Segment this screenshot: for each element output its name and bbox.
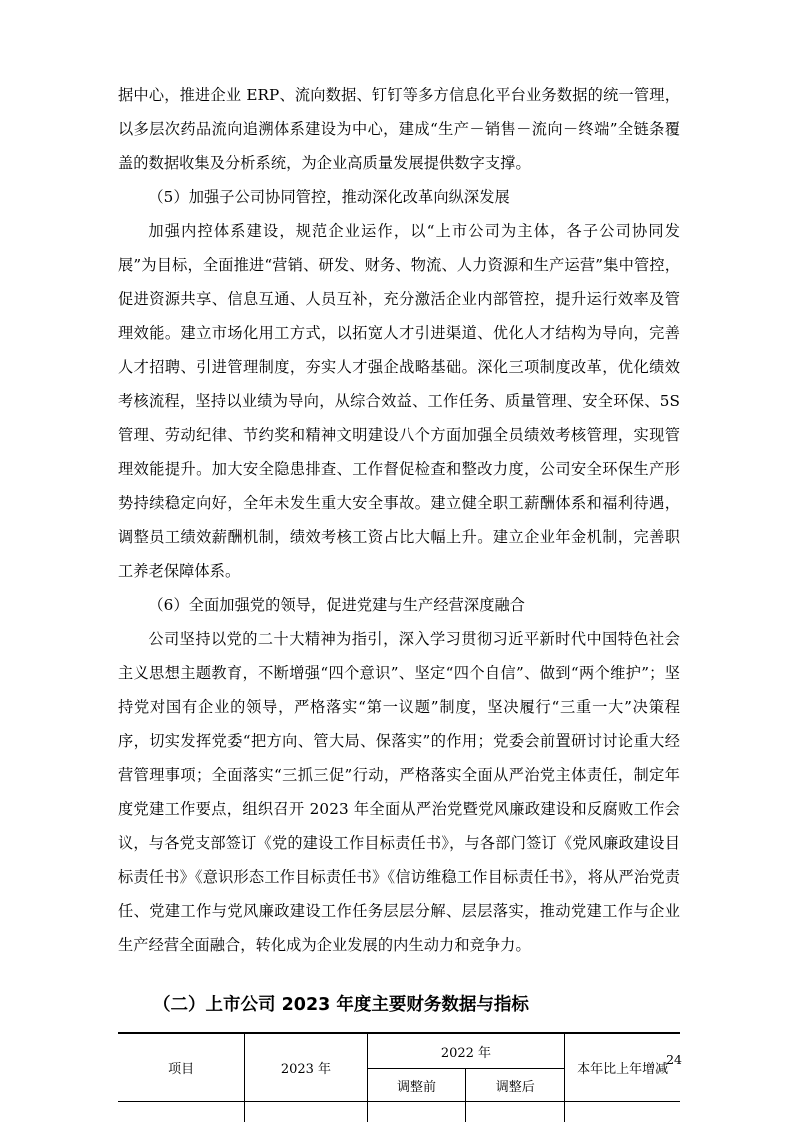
page-content: [118, 78, 680, 1122]
page-number: 24: [666, 1052, 682, 1067]
table-header-change: 本年比上年增减: [565, 1033, 680, 1102]
table-cell: [367, 1102, 466, 1122]
table-cell: [245, 1102, 368, 1122]
paragraph-item-5-body: 加强内控体系建设，规范企业运作，以“上市公司为主体，各子公司协同发展”为目标，全面推进“营销、研发、财务、物流、人力资源和生产运营”集中管控，促进资源共享、信息互通、人员互补，充分激活企业内部管控，提升运行效率及管理效能。建立市场化用工方式，以拓宽人才引进渠道、优化人才结构为导向，完善人才招聘、引进管理制度，夯实人才强企战略基础。深化三项制度改革，优化绩效考核流程，坚持以业绩为导向，从综合效益、工作任务、质量管理、安全环保、5S 管理、劳动纪律、节约奖和精神文明建设八个方面加强全员绩效考核管理，实现管理效能提升。加大安全隐患排查、工作督促检查和整改力度，公司安全环保生产形势持续稳定向好，全年未发生重大安全事故。建立健全职工薪酬体系和福利待遇，调整员工绩效薪酬机制，绩效考核工资占比大幅上升。建立企业年金机制，完善职工养老保障体系。: [118, 222, 680, 580]
paragraph-item-5-heading: （5）加强子公司协同管控，推动深化改革向纵深发展: [148, 188, 510, 206]
table-cell: [118, 1102, 245, 1122]
table-header-row-1: [118, 1033, 680, 1069]
table-header-before-adjust: 调整前: [367, 1069, 466, 1102]
table-header-2022-group: 2022 年: [367, 1033, 565, 1069]
table-row: [118, 1102, 680, 1122]
table-header-after-adjust: 调整后: [466, 1069, 565, 1102]
paragraph-item-6-heading: （6）全面加强党的领导，促进党建与生产经营深度融合: [148, 596, 526, 614]
table-header-2023: 2023 年: [245, 1033, 368, 1102]
paragraph-item-6-body: 公司坚持以党的二十大精神为指引，深入学习贯彻习近平新时代中国特色社会主义思想主题教育，不断增强“四个意识”、坚定“四个自信”、做到“两个维护”；坚持党对国有企业的领导，严格落实“第一议题”制度，坚决履行“三重一大”决策程序，切实发挥党委“把方向、管大局、保落实”的作用；党委会前置研讨讨论重大经营管理事项；全面落实“三抓三促”行动，严格落实全面从严治党主体责任，制定年度党建工作要点，组织召开 2023 年全面从严治党暨党风廉政建设和反腐败工作会议，与各党支部签订《党的建设工作目标责任书》，与各部门签订《党风廉政建设目标责任书》《意识形态工作目标责任书》《信访维稳工作目标责任书》，将从严治党责任、党建工作与党风廉政建设工作任务层层分解、层层落实，推动党建工作与企业生产经营全面融合，转化成为企业发展的内生动力和竞争力。: [118, 630, 680, 954]
table-cell: [466, 1102, 565, 1122]
table-cell: [565, 1102, 680, 1122]
section-heading: （二）上市公司 2023 年度主要财务数据与指标: [153, 995, 529, 1015]
paragraph-continued: 据中心，推进企业 ERP、流向数据、钉钉等多方信息化平台业务数据的统一管理，以多层次药品流向追溯体系建设为中心，建成“生产－销售－流向－终端”全链条覆盖的数据收集及分析系统，为企业高质量发展提供数字支撑。: [118, 86, 680, 172]
financial-data-table: [118, 1032, 680, 1122]
table-header-item: 项目: [118, 1033, 245, 1102]
